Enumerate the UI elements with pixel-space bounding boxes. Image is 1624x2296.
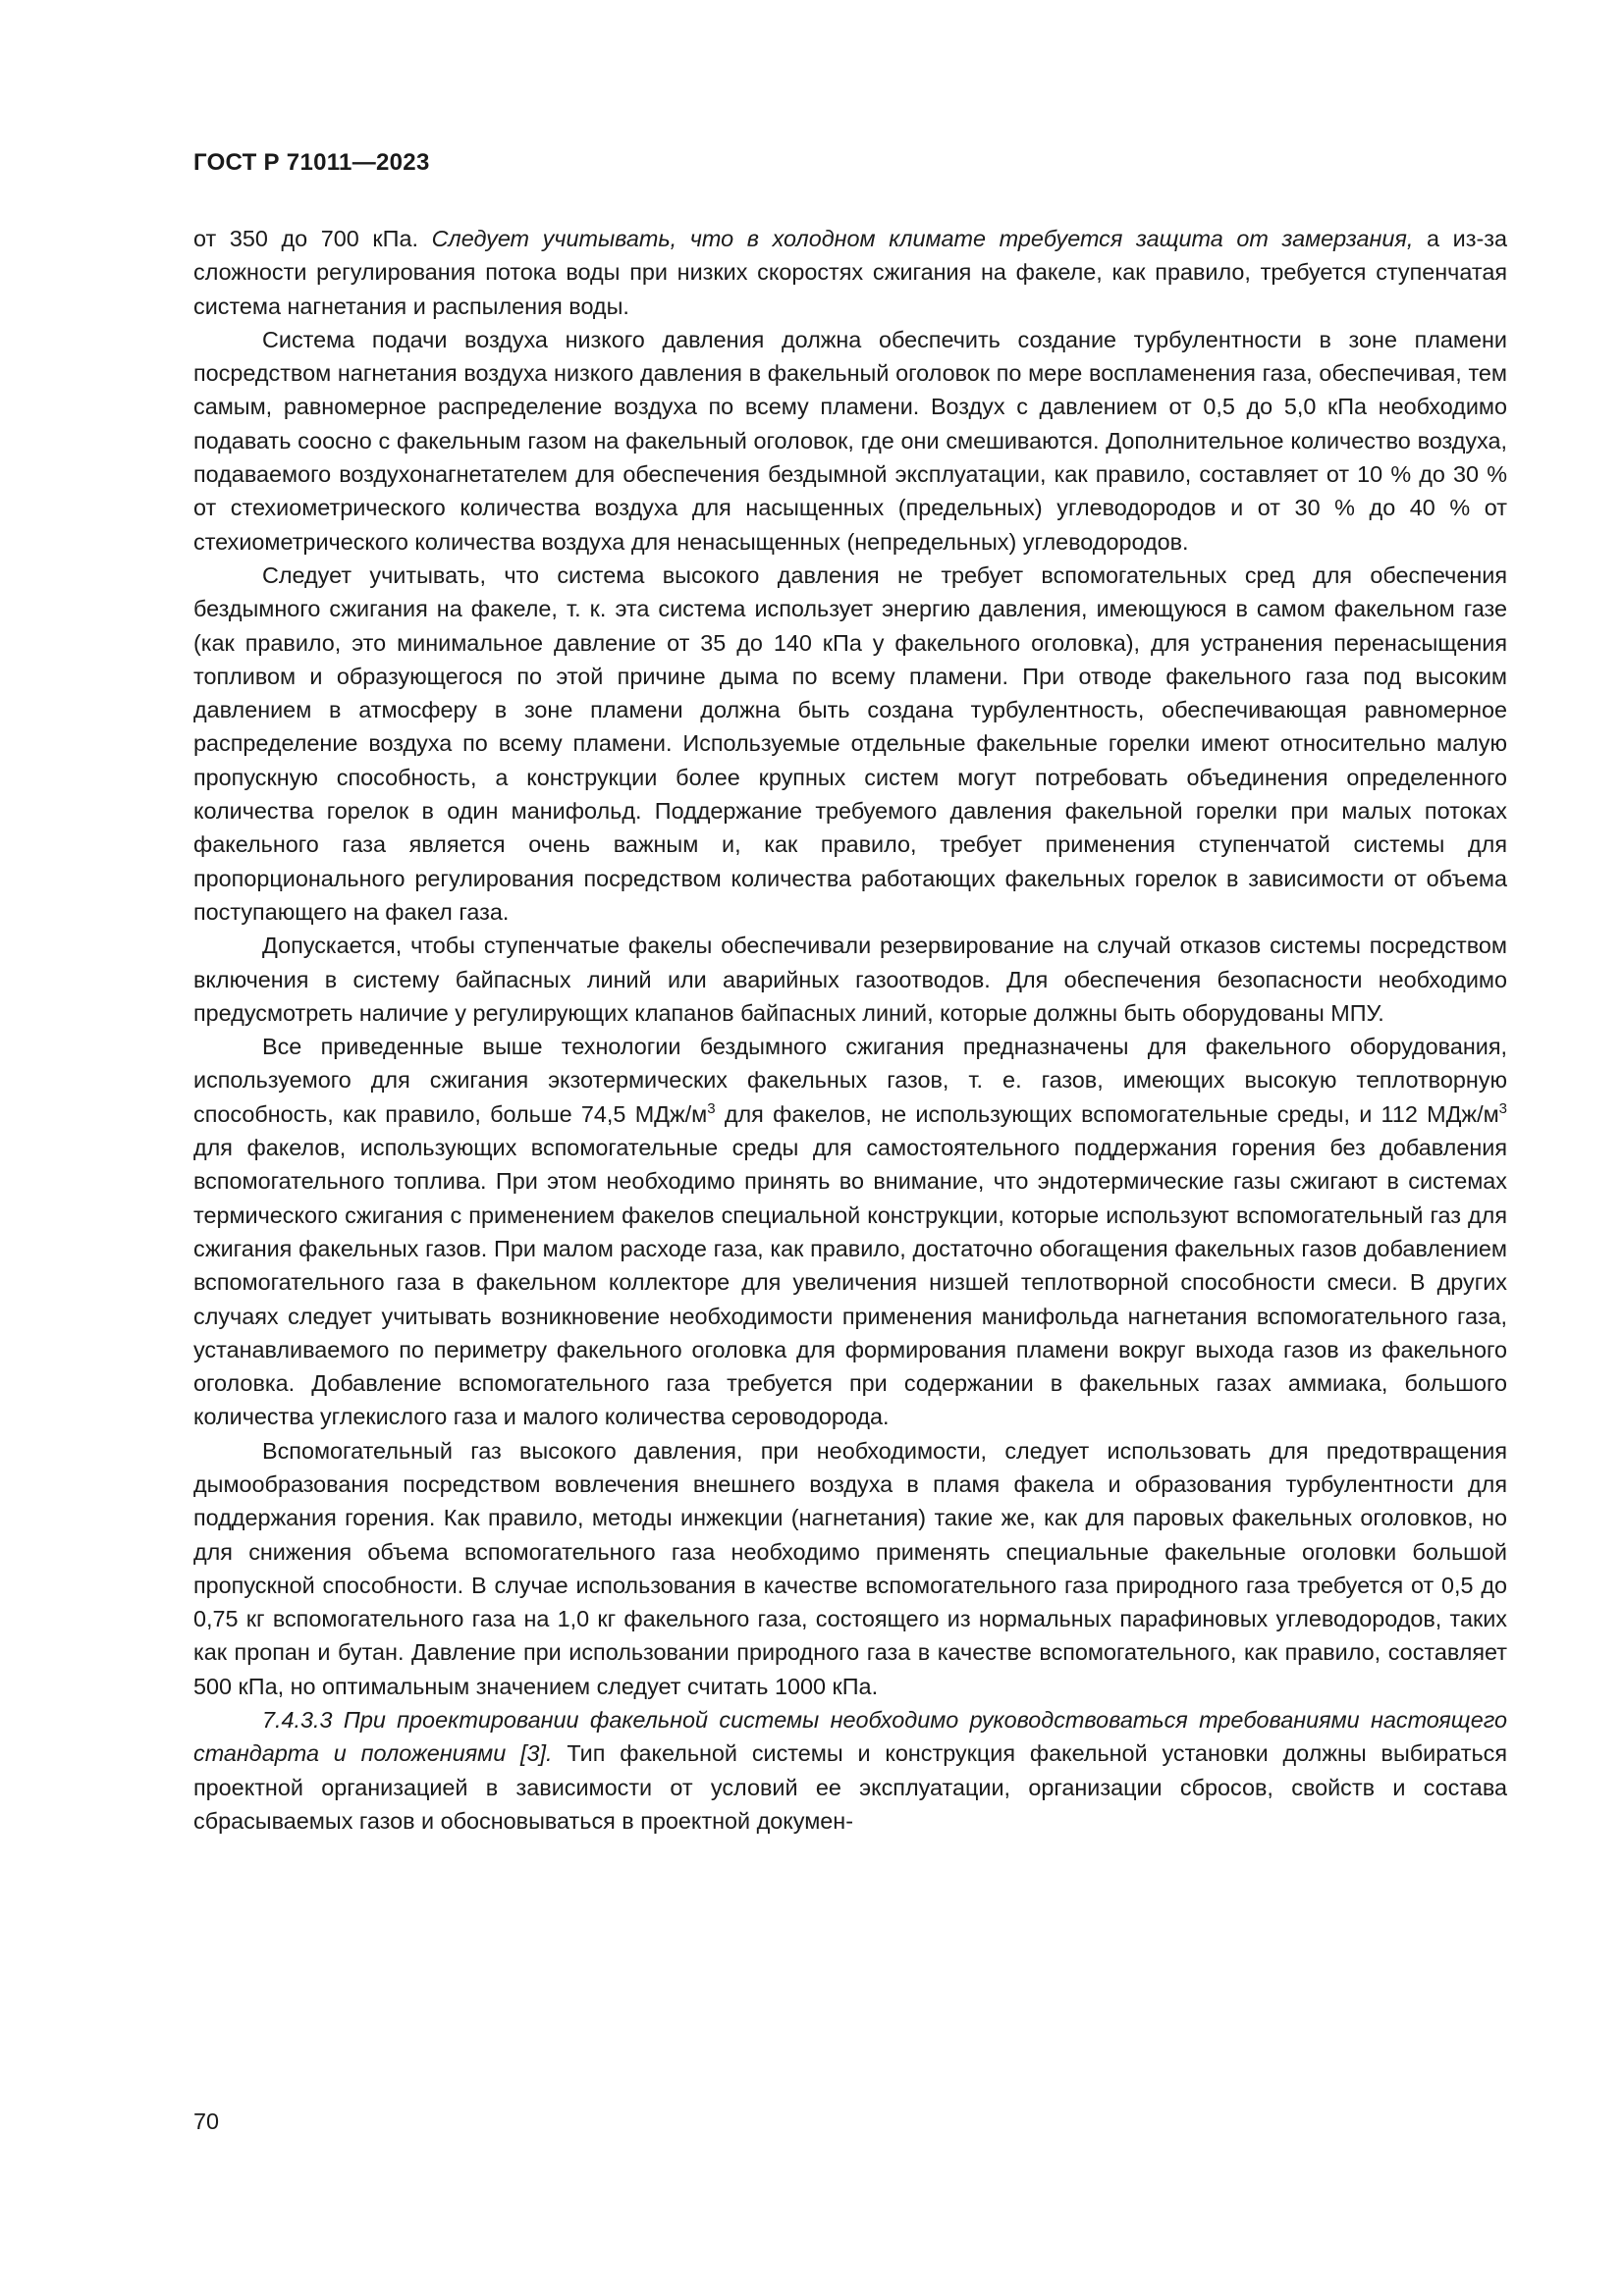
paragraph-1-text-a: от 350 до 700 кПа.	[193, 226, 432, 251]
page-number: 70	[193, 2109, 220, 2134]
paragraph-5-superscript-2: 3	[1498, 1099, 1507, 1117]
paragraph-4: Допускается, чтобы ступенчатые факелы обеспечивали резервирование на случай отказов системы посредством включения в систему байпасных линий или аварийных газоотводов. Для обеспечения безопасности необходимо предусмотреть наличие у регулирующих клапанов байпасных линий, которые должны быть оборудованы МПУ.	[193, 933, 1507, 1026]
paragraph-5-text-c: для факелов, использующих вспомогательные среды для самостоятельного поддержания горения без добавления вспомогательного топлива. При этом необходимо принять во внимание, что эндотермические газы сжигают в системах термического сжигания с применением факелов специальной конструкции, которые используют вспомогательный газ для сжигания факельных газов. При малом расходе газа, как правило, достаточно обогащения факельных газов добавлением вспомогательного газа в факельном коллекторе для увеличения низшей теплотворной способности смеси. В других случаях следует учитывать возникновение необходимости применения манифольда нагнетания вспомогательного газа, устанавливаемого по периметру факельного оголовка для формирования пламени вокруг выхода газов из факельного оголовка. Добавление вспомогательного газа требуется при содержании в факельных газах аммиака, большого количества углекислого газа и малого количества сероводорода.	[193, 1135, 1507, 1430]
document-body	[193, 222, 1507, 1838]
paragraph-7	[193, 1703, 1507, 1838]
paragraph-5-text-a: Все приведенные выше технологии бездымного сжигания предназначены для факельного оборудования, используемого для сжигания экзотермических факельных газов, т. е. газов, имеющих высокую теплотворную способность, как правило, больше 74,5 МДж/м	[193, 1034, 1507, 1127]
paragraph-1-text-c: а из-за сложности регулирования потока воды при низких скоростях сжигания на факеле, как правило, требуется ступенчатая система нагнетания и распыления воды.	[193, 226, 1507, 319]
paragraph-6: Вспомогательный газ высокого давления, при необходимости, следует использовать для предотвращения дымообразования посредством вовлечения внешнего воздуха в пламя факела и образования турбулентности для поддержания горения. Как правило, методы инжекции (нагнетания) такие же, как для паровых факельных оголовков, но для снижения объема вспомогательного газа необходимо применять специальные факельные оголовки большой пропускной способности. В случае использования в качестве вспомогательного газа природного газа требуется от 0,5 до 0,75 кг вспомогательного газа на 1,0 кг факельного газа, состоящего из нормальных парафиновых углеводородов, таких как пропан и бутан. Давление при использовании природного газа в качестве вспомогательного, как правило, составляет 500 кПа, но оптимальным значением следует считать 1000 кПа.	[193, 1437, 1507, 1699]
paragraph-2: Система подачи воздуха низкого давления должна обеспечить создание турбулентности в зоне пламени посредством нагнетания воздуха низкого давления в факельный оголовок по мере воспламенения газа, обеспечивая, тем самым, равномерное распределение воздуха по всему пламени. Воздух с давлением от 0,5 до 5,0 кПа необходимо подавать соосно с факельным газом на факельный оголовок, где они смешиваются. Дополнительное количество воздуха, подаваемого воздухонагнетателем для обеспечения бездымной эксплуатации, как правило, составляет от 10 % до 30 % от стехиометрического количества воздуха для насыщенных (предельных) углеводородов и от 30 % до 40 % от стехиометрического количества воздуха для ненасыщенных (непредельных) углеводородов.	[193, 326, 1507, 555]
paragraph-5	[193, 1030, 1507, 1434]
paragraph-3: Следует учитывать, что система высокого давления не требует вспомогательных сред для обеспечения бездымного сжигания на факеле, т. к. эта система использует энергию давления, имеющуюся в самом факельном газе (как правило, это минимальное давление от 35 до 140 кПа у факельного оголовка), для устранения перенасыщения топливом и образующегося по этой причине дыма по всему пламени. При отводе факельного газа под высоким давлением в атмосферу в зоне пламени должна быть создана турбулентность, обеспечивающая равномерное распределение воздуха по всему пламени. Используемые отдельные факельные горелки имеют относительно малую пропускную способность, а конструкции более крупных систем могут потребовать объединения определенного количества горелок в один манифольд. Поддержание требуемого давления факельной горелки при малых потоках факельного газа является очень важным и, как правило, требует применения ступенчатой системы для пропорционального регулирования посредством количества работающих факельных горелок в зависимости от объема поступающего на факел газа.	[193, 561, 1507, 925]
paragraph-7-italic-clause: 7.4.3.3 При проектировании факельной системы необходимо руководствоваться требованиями настоящего стандарта и положениями [3].	[193, 1707, 1507, 1767]
paragraph-5-text-b: для факелов, не использующих вспомогательные среды, и 112 МДж/м	[715, 1100, 1499, 1127]
paragraph-1	[193, 222, 1507, 323]
paragraph-7-text-b: Тип факельной системы и конструкция факельной установки должны выбираться проектной организацией в зависимости от условий ее эксплуатации, организации сбросов, свойств и состава сбрасываемых газов и обосновываться в проектной докумен-	[193, 1740, 1507, 1834]
paragraph-5-superscript-1: 3	[707, 1099, 716, 1117]
document-standard-id: ГОСТ Р 71011—2023	[193, 149, 430, 176]
paragraph-1-italic: Следует учитывать, что в холодном климате требуется защита от замерзания,	[431, 226, 1414, 251]
